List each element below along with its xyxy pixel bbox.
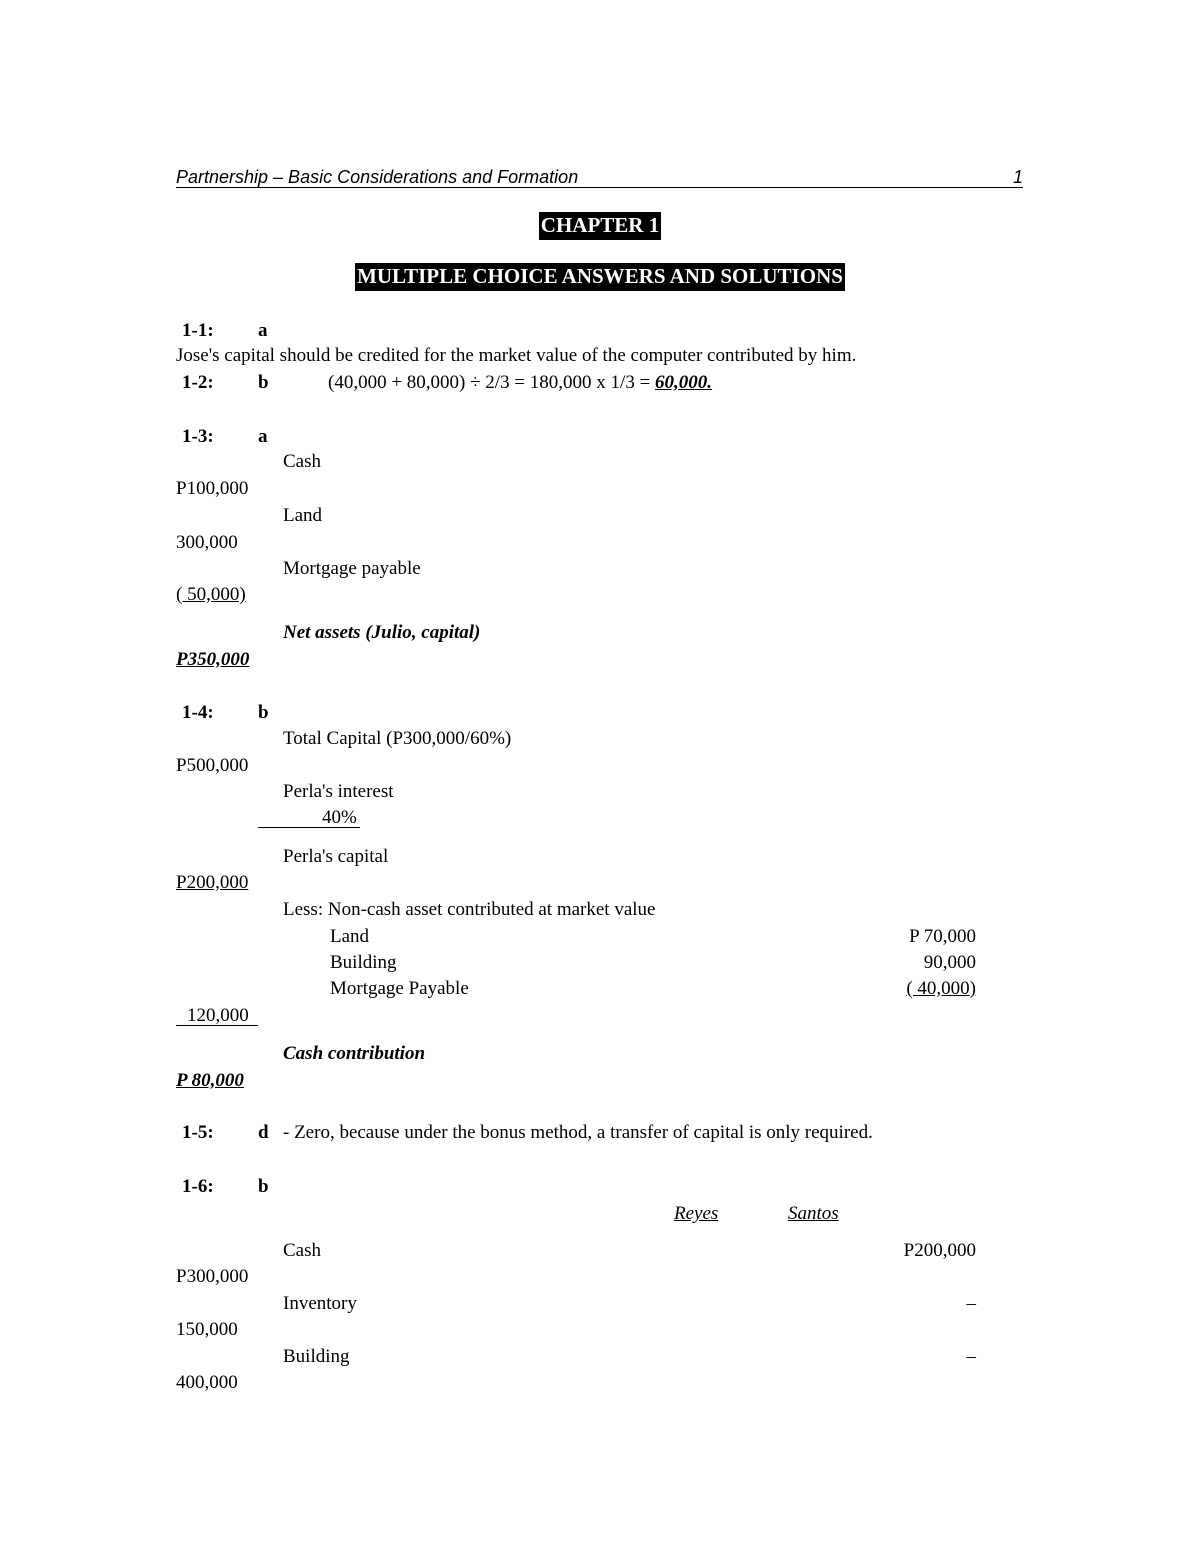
q4-number: 1-4:: [182, 702, 214, 723]
q2-result: 60,000.: [655, 372, 713, 393]
q5-answer: d: [258, 1122, 269, 1143]
q6-row-reyes: P200,000: [903, 1240, 976, 1261]
q6-row-label: Inventory: [283, 1293, 357, 1314]
chapter-heading: CHAPTER 1: [539, 212, 661, 240]
q4-interest-value: 40%: [258, 808, 360, 828]
q4-capital-amount: P200,000: [176, 872, 249, 893]
q4-answer: b: [258, 702, 269, 723]
q4-item-amount: P 70,000: [909, 926, 976, 947]
q1-answer: a: [258, 320, 268, 341]
section-heading: MULTIPLE CHOICE ANSWERS AND SOLUTIONS: [355, 263, 845, 291]
q3-total-amount: P350,000: [176, 649, 250, 670]
q1-number: 1-1:: [182, 320, 214, 341]
q6-answer: b: [258, 1176, 269, 1197]
q2-formula: (40,000 + 80,000) ÷ 2/3 = 180,000 x 1/3 =: [328, 372, 656, 393]
q6-row-reyes: –: [966, 1293, 976, 1314]
q3-line-amount: 300,000: [176, 532, 238, 553]
q6-row-reyes: –: [966, 1346, 976, 1367]
q2-solution: [328, 373, 712, 392]
q1-explanation: Jose's capital should be credited for the market value of the computer contributed by him.: [176, 345, 857, 366]
q6-column-header-reyes: Reyes: [674, 1203, 719, 1224]
q6-number: 1-6:: [182, 1176, 214, 1197]
q3-line-label: Mortgage payable: [283, 558, 421, 579]
q4-item-amount-wrap: [836, 979, 976, 998]
q4-item-amount: 90,000: [923, 952, 976, 973]
page-number: 1: [1013, 167, 1024, 187]
q4-cash-amount: P 80,000: [176, 1070, 244, 1091]
q4-total-capital-label: Total Capital (P300,000/60%): [283, 728, 512, 749]
q3-line-label: Land: [283, 505, 323, 526]
q4-item-label: Mortgage Payable: [330, 978, 469, 999]
q4-item-label: Building: [330, 952, 397, 973]
q6-row-label: Building: [283, 1346, 350, 1367]
q3-answer: a: [258, 426, 268, 447]
q4-item-amount: ( 40,000): [906, 978, 976, 999]
q4-total-capital-amount: P500,000: [176, 755, 249, 776]
q6-row-santos: P300,000: [176, 1266, 249, 1287]
q2-answer: b: [258, 372, 269, 393]
running-header-title: Partnership – Basic Considerations and Formation: [176, 167, 579, 187]
q4-cash-label: Cash contribution: [283, 1043, 426, 1064]
q3-total-label: Net assets (Julio, capital): [283, 622, 481, 643]
q4-interest-label: Perla's interest: [283, 781, 394, 802]
q4-item-label: Land: [330, 926, 370, 947]
q3-line-label: Cash: [283, 451, 321, 472]
q4-subtotal: 120,000: [176, 1006, 258, 1026]
q6-row-label: Cash: [283, 1240, 321, 1261]
q5-explanation: - Zero, because under the bonus method, a transfer of capital is only required.: [283, 1122, 873, 1143]
header-rule: [176, 187, 1023, 188]
q6-column-header-santos: Santos: [788, 1203, 839, 1224]
q4-less-label: Less: Non-cash asset contributed at market value: [283, 899, 656, 920]
q6-row-santos: 400,000: [176, 1372, 238, 1393]
q4-capital-label: Perla's capital: [283, 846, 389, 867]
section-heading-wrap: [0, 266, 1200, 287]
q3-number: 1-3:: [182, 426, 214, 447]
q5-number: 1-5:: [182, 1122, 214, 1143]
q6-row-santos: 150,000: [176, 1319, 238, 1340]
q2-number: 1-2:: [182, 372, 214, 393]
q3-line-amount: P100,000: [176, 478, 249, 499]
q3-line-amount: ( 50,000): [176, 584, 246, 605]
chapter-heading-wrap: [0, 215, 1200, 236]
